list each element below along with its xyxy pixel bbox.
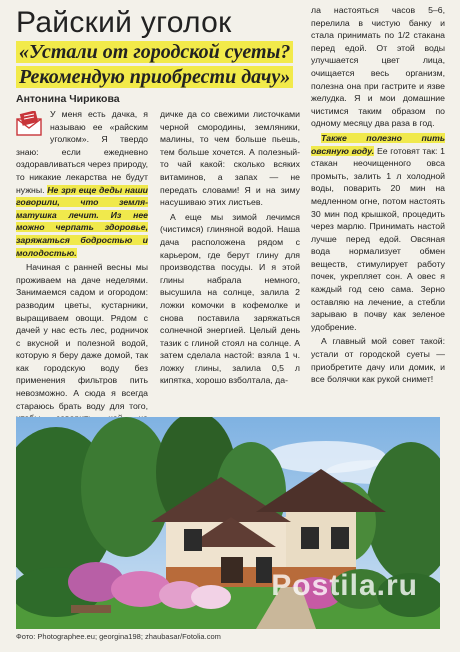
column-3	[311, 4, 445, 388]
paragraph-text: У меня есть дачка, я называю ее «райским уголком». Я твердо знаю: если ежедневно оздоравливаться через природу, то никакие лекарства не будут нужны.	[16, 109, 148, 195]
highlighted-text: Также полезно пить овсяную воду.	[311, 132, 445, 156]
subtitle-line-1: «Устали от городской суеты?	[16, 41, 293, 63]
paragraph: дичке да со свежими листочками черной смородины, земляники, малины, то чем больше пьешь, тем больше хочется. А полезный-то чай какой: сколько всяких витаминов, а запах — не передать словами! Я и на зиму насушиваю этих листьев.	[160, 109, 300, 208]
author-name: Антонина Чирикова	[16, 93, 120, 105]
subtitle-line-2: Рекомендую приобрести дачу»	[16, 66, 293, 88]
paragraph: Начиная с ранней весны мы проживаем на даче неделями. Занимаемся садом и огородом: разводим цветы, кустарники, выращиваем овощи. Рядом с дачей у нас есть лес, родничок с вкусной и полезной водой, которую я беру даже домой, так как городскую воду без применения фильтров пить невозможно. А сюда я всегда стараюсь брать воду для того,	[16, 262, 148, 411]
article-title: Райский уголок	[16, 6, 232, 39]
paragraph: А главный мой совет такой: устали от городской суеты — приобретите дачу или домик, и все болячки как рукой снимет!	[311, 336, 445, 385]
paragraph	[311, 132, 445, 334]
column-2	[160, 108, 300, 389]
column-1	[16, 108, 148, 439]
highlighted-text: Не зря еще деды наши говорили, что земля-матушка лечит. Из нее можно черпать здоровье, заряжаться бодростью и молодостью.	[16, 184, 148, 258]
photo-credit: Фото: Photographee.eu; georgina198; zhaubasar/Fotolia.com	[16, 632, 221, 641]
house-photo	[16, 417, 440, 629]
paragraph-text: Ее готовят так: 1 стакан неочищенного овса промыть, залить 1 л холодной воды, поварить 20 мин на медленном огне, потом настоять 30 мин под крышкой, процедить через марлю. Принимать настой лучше перед едой. Овсяная вода нормализует обмен веществ, стимулирует работу почек, укрепляет сон. А овес я каждый год сею сама. Зерно оставляю на лечение, а стебли зарываю в почву как зеленое удобрение.	[311, 145, 445, 332]
paragraph: А еще мы зимой лечимся (чистимся) глиняной водой. Наша дача расположена рядом с карьером, где берут глину для производства посуды. И я этой глины набрала немного, высушила на солнце, залила 2 ложки комочки в кофемолке и снова поставила заряжаться солнечной энергией. Целый день тазик с глиной стоял на солнце. А затем сделала настой: взяла 1 ч. ложку глины, залила 0,5 л кипятка, хорошо взболтала, да-	[160, 211, 300, 386]
envelope-icon	[16, 111, 44, 137]
watermark: Postila.ru	[271, 569, 418, 602]
paragraph: ла настояться часов 5–6, перелила в чистую банку и стала принимать по 1/2 стакана перед едой. От этой воды улучшается цвет лица, очищается весь организм, полезна она при гастрите и язве желудка. Я и мои домашние чистимся таким образом по одному месяцу два раза в год.	[311, 5, 445, 129]
article-subtitle	[16, 40, 316, 90]
